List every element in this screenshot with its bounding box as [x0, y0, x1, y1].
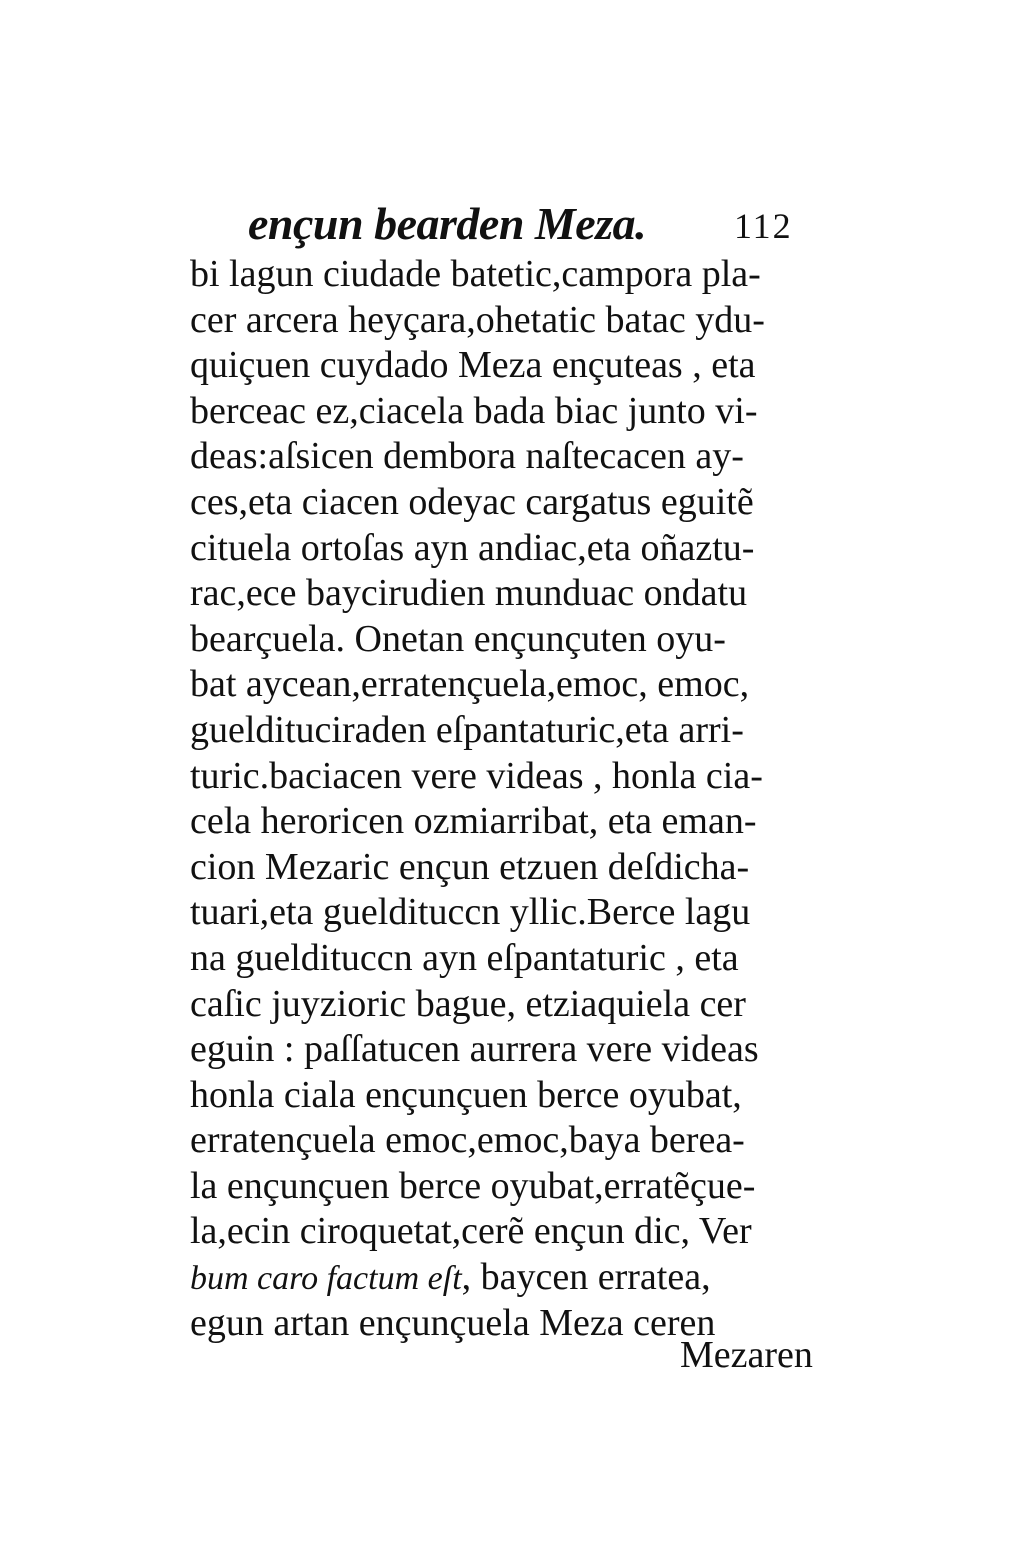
page-number: 112 — [734, 206, 793, 246]
running-title: ençun bearden Meza. — [248, 198, 647, 249]
text-line: cituela ortoſas ayn andiac,eta oñaztu- — [190, 526, 755, 569]
text-line: caſic juyzioric bague, etziaquiela cer — [190, 982, 746, 1025]
text-line: bat aycean,erratençuela,emoc, emoc, — [190, 663, 750, 706]
running-head — [248, 196, 848, 256]
text-line: bearçuela. Onetan ençunçuten oyu- — [190, 617, 726, 660]
text-line-latin — [190, 1255, 850, 1301]
text-line: berceac ez,ciacela bada biac junto vi- — [190, 389, 758, 432]
text-line: rac,ece baycirudien munduac ondatu — [190, 572, 748, 615]
text-run: , baycen erratea, — [461, 1256, 711, 1299]
text-line: na gueldituccn ayn eſpantaturic , eta — [190, 936, 739, 979]
text-line: deas:aſsicen dembora naſtecacen ay- — [190, 435, 744, 478]
text-line: cion Mezaric ençun etzuen deſdicha- — [190, 845, 750, 888]
body-text — [190, 252, 850, 1346]
text-line: ces,eta ciacen odeyac cargatus eguitẽ — [190, 480, 754, 523]
text-line: honla ciala ençunçuen berce oyubat, — [190, 1073, 742, 1116]
text-line: turic.baciacen vere videas , honla cia- — [190, 754, 763, 797]
text-line: cela heroricen ozmiarribat, eta eman- — [190, 800, 757, 843]
latin-quote: bum caro factum eſt — [190, 1260, 462, 1298]
catchword: Mezaren — [680, 1334, 813, 1376]
text-line: egun artan ençunçuela Meza ceren — [190, 1301, 716, 1344]
text-line: bi lagun ciudade batetic,campora pla- — [190, 253, 761, 295]
text-line: cer arcera heyçara,ohetatic batac ydu- — [190, 298, 765, 341]
text-line: gueldituciraden eſpantaturic,eta arri- — [190, 708, 744, 751]
text-line: eguin : paſſatucen aurrera vere videas — [190, 1028, 759, 1071]
text-line: erratençuela emoc,emoc,baya berea- — [190, 1119, 745, 1162]
text-line: la ençunçuen berce oyubat,erratẽçue- — [190, 1164, 756, 1207]
text-line: la,ecin ciroquetat,cerẽ ençun dic, Ver — [190, 1210, 752, 1253]
text-line: quiçuen cuydado Meza ençuteas , eta — [190, 344, 756, 387]
text-line: tuari,eta gueldituccn yllic.Berce lagu — [190, 891, 751, 934]
